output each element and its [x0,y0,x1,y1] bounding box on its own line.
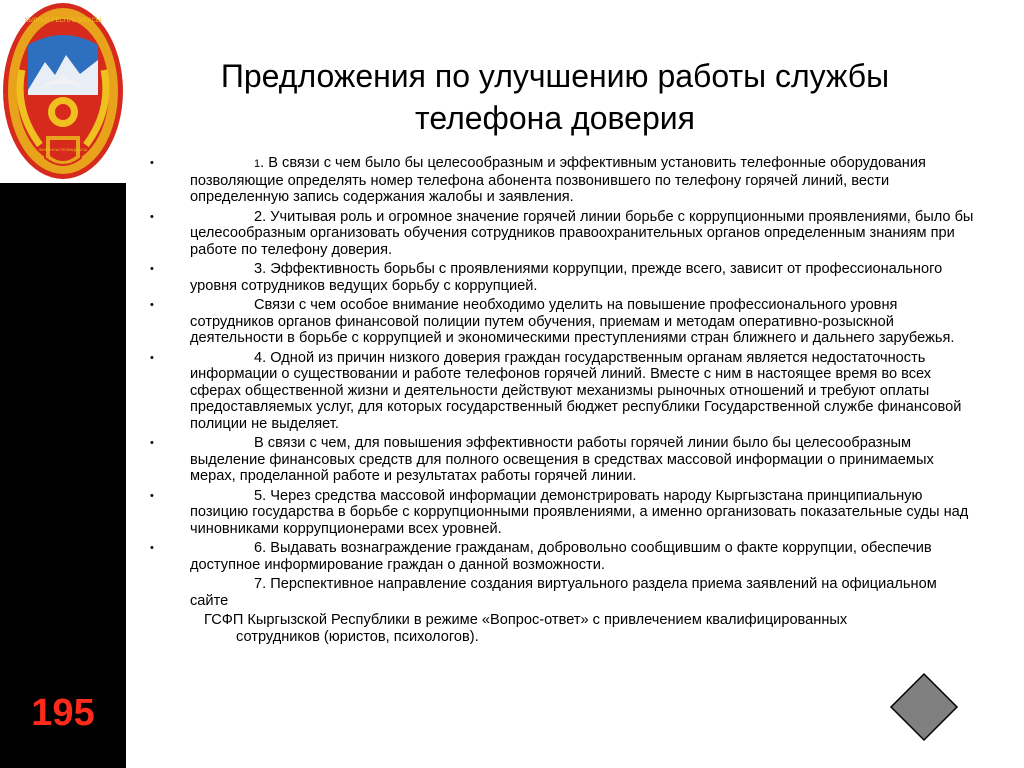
emblem-logo-icon [0,0,126,183]
item-text: 3. Эффективность борьбы с проявлениями коррупции, прежде всего, зависит от профессионального уровня сотрудников ведущих борьбу с коррупцией. [190,261,943,294]
list-item [148,540,978,573]
slide-body [148,155,978,645]
list-item [148,488,978,538]
item-text: 5. Через средства массовой информации демонстрировать народу Кыргызстана принципиальную позицию государства в борьбе с коррупционными проявлениями, а именно организовать показательные суды над чиновниками коррупционерами всех уровней. [190,487,969,537]
item-text: В связи с чем, для повышения эффективности работы горячей линии было бы целесообразным выделение финансовых средств для полного освещения в средствах массовой информации о принимаемых мерах, проделанной работе и результатах работы горячей линии. [190,435,934,484]
bullet: • [150,489,154,502]
item-text: 4. Одной из причин низкого доверия граждан государственным органам является недостаточность информации о существовании и работе телефонов горячей линий. Вместе с ним в настоящее время во всех сферах общественной жизни и деятельности действуют механизмы рыночных отношений и требуют оплаты предоставляемых услуг, для которых государственный бюджет республики Государственной службе финансовой полиции не выделяет. [190,349,962,432]
bullet: • [150,157,154,169]
item-text: 2. Учитывая роль и огромное значение горячей линии борьбе с коррупционными проявлениями, было бы целесообразным организовать обучения сотрудников правоохранительных органов определенным знаниям при работе по телефону доверия. [190,208,974,258]
closing-line-2: сотрудников (юристов, психологов). [236,628,479,645]
title-line-1: Предложения по улучшению работы службы [220,58,890,94]
bullet: • [150,437,154,449]
list-item [148,576,978,609]
list-item [148,155,978,206]
slide-title [140,55,970,139]
title-line-2: телефона доверия [415,100,695,136]
svg-text:ФИНАНСЫ ПОЛИЦИЯСЫ: ФИНАНСЫ ПОЛИЦИЯСЫ [38,147,88,152]
list-item [148,209,978,259]
item-text: . В связи с чем было бы целесообразным и эффективным установить телефонные оборудования позволяющие определять номер телефона абонента позвонившего по телефону горячей линий, вести определенную запись содержания жалобы и заявления. [190,155,926,205]
slide-number: 195 [31,692,95,734]
bullet: • [150,299,154,311]
list-item [148,261,978,294]
item-text: 6. Выдавать вознаграждение гражданам, добровольно сообщившим о факте коррупции, обеспечив доступное информирование граждан о данной возможности. [190,540,932,573]
emblem [0,0,126,183]
list-item [148,350,978,433]
closing-text [148,612,978,645]
list-item [148,435,978,485]
bullet: • [150,210,154,223]
list-item [148,297,978,347]
item-text: 7. Перспективное направление создания виртуального раздела приема заявлений на официальном сайте [190,576,937,609]
bullet: • [150,351,154,364]
bullet: • [150,263,154,275]
closing-line-1: ГСФП Кыргызской Республики в режиме «Вопрос-ответ» с привлечением квалифицированных [204,612,848,628]
item-text: Связи с чем особое внимание необходимо уделить на повышение профессионального уровня сотрудников органов финансовой полиции путем обучения, приемам и методам оперативно-розыскной деятельности в борьбе с коррупцией и экономическими преступлениями стран ближнего и дальнего зарубежья. [190,297,955,346]
bullet: • [150,542,154,554]
item-number: 1 [254,158,261,170]
svg-text:КЫРГЫЗ РЕСПУБЛИКАСЫ: КЫРГЫЗ РЕСПУБЛИКАСЫ [24,18,102,24]
diamond-nav-icon[interactable] [889,672,959,742]
